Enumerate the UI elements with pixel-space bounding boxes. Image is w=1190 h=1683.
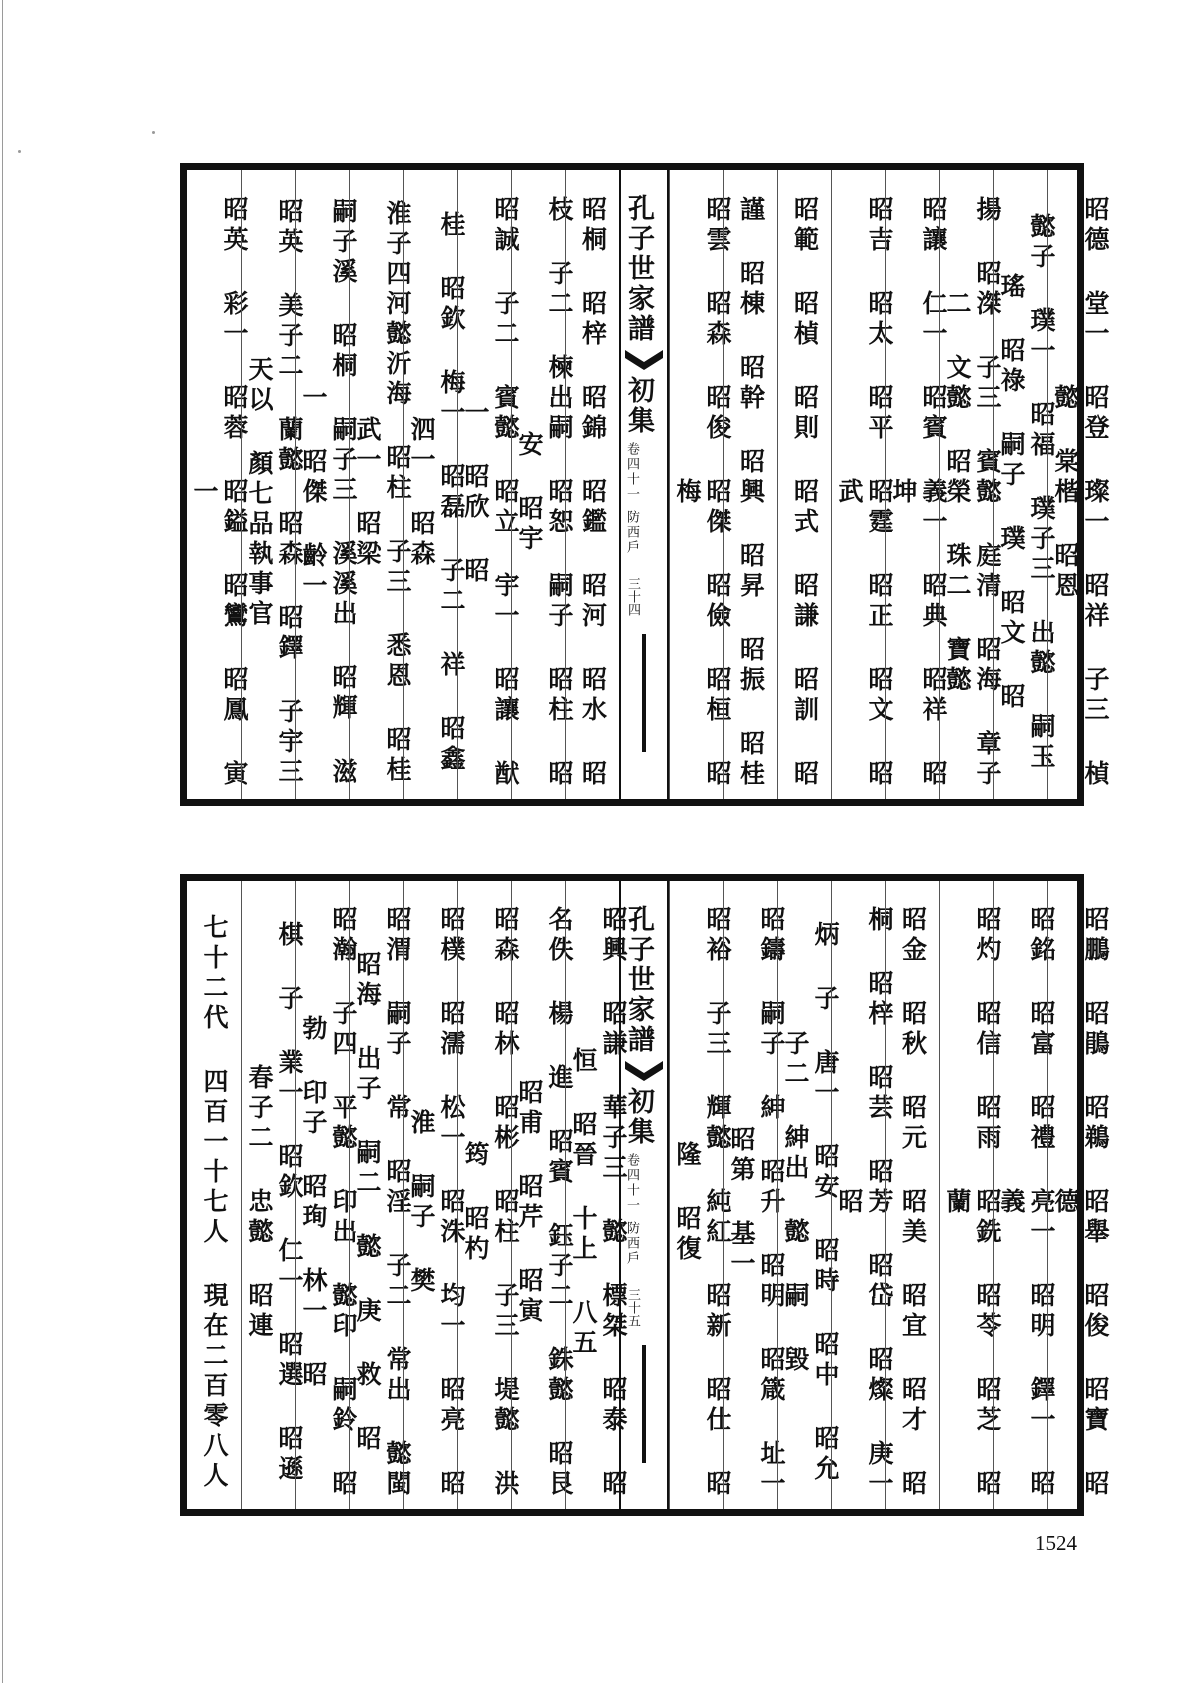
column-grid-bottom: [187, 881, 1110, 1509]
branch-label: 防西戶: [624, 1221, 639, 1266]
genealogy-entry-text: 昭金 昭秋 昭元 昭美 昭宜 昭才 昭: [898, 906, 928, 1500]
genealogy-column: [241, 881, 304, 1509]
genealogy-column: [885, 881, 939, 1509]
branch-label: 防西戶: [624, 510, 639, 555]
genealogy-column: [457, 881, 520, 1509]
genealogy-entry-text: 昭樸 昭濡 松一 昭洙 均一 昭亮 昭淮 嗣子 樊: [407, 906, 466, 1500]
page-number: 1524: [1035, 1531, 1077, 1555]
genealogy-entry-text: 枝 子二 楝出嗣 昭恕 嗣子 昭柱 昭安 昭宇: [515, 195, 574, 790]
genealogy-column: [777, 881, 840, 1509]
chevron-mark-icon: [625, 1061, 663, 1081]
genealogy-column: [565, 170, 619, 799]
genealogy-column: [723, 170, 777, 799]
genealogy-entry-text: 淮子四河懿沂海 昭柱 子三 悉恩 昭桂 武一 昭梁: [353, 199, 412, 786]
genealogy-column: [831, 881, 894, 1509]
book-title-column: [619, 881, 669, 1509]
genealogy-column: [777, 170, 831, 799]
chevron-mark-icon: [625, 350, 663, 370]
genealogy-column: [939, 170, 1002, 799]
genealogy-column: [669, 170, 732, 799]
genealogy-entry-text: 棋 子 業一 昭欽 仁一 昭選 昭遜 春子二 忠懿 昭連: [245, 921, 304, 1485]
book-title-column: [619, 170, 669, 799]
genealogy-column: [511, 881, 574, 1509]
genealogy-entry-text: 昭灼 昭信 昭雨 昭銑 昭苓 昭芝 昭蘭: [943, 906, 1002, 1500]
divider-bar: [642, 1345, 646, 1463]
folio-number: 三十五: [625, 1288, 640, 1327]
genealogy-entry-text: 昭德 堂一 昭登 璨一 昭祥 子三 楨懿 棠楷 昭恩: [1051, 195, 1110, 790]
genealogy-column: [831, 170, 894, 799]
volume-label: 初集: [623, 1087, 654, 1147]
genealogy-column: [349, 881, 412, 1509]
genealogy-entry-text: 昭瀚 子四 平懿 印出 懿印 嗣鈴 昭勃 印子 昭珣 林一 昭: [299, 906, 358, 1500]
genealogy-entry-text: 桂 昭欽 梅一 昭磊 子二 祥 昭鑫 泗一 昭森: [407, 210, 466, 775]
chapter-label: 卷四十一: [624, 442, 639, 502]
genealogy-column: [187, 170, 249, 799]
genealogy-entry-text: 昭讓 仁一 昭賓 義一 昭典 昭祥 昭坤: [889, 195, 948, 790]
chapter-label: 卷四十一: [624, 1153, 639, 1213]
genealogy-panel-bottom: [180, 874, 1110, 1516]
genealogy-entry-text: 昭銘 昭富 昭禮 亮一 昭明 鐸一 昭義: [997, 906, 1056, 1500]
genealogy-column: [565, 881, 628, 1509]
genealogy-column: [993, 881, 1056, 1509]
genealogy-column: [187, 881, 241, 1509]
genealogy-entry-text: 炳 子 唐一 昭安 昭時 昭中 昭允 子二 紳出 懿 嗣 毀: [781, 921, 840, 1485]
genealogy-column: [511, 170, 574, 799]
genealogy-entry-text: 昭吉 昭太 昭平 昭霆 昭正 昭文 昭武: [835, 195, 894, 790]
genealogy-column: [241, 170, 304, 799]
genealogy-column: [295, 881, 358, 1509]
genealogy-entry-text: 昭裕 子三 輝懿 純紅 昭新 昭仕 昭隆 昭復: [673, 906, 732, 1500]
genealogy-entry-text: 昭鵬 昭鵑 昭鵜 昭舉 昭俊 昭寶 昭德: [1051, 906, 1110, 1500]
page-edge-line: [2, 0, 3, 1683]
genealogy-entry-text: 昭桐 昭梓 昭錦 昭鑑 昭河 昭水 昭: [578, 195, 608, 790]
genealogy-column: [1047, 170, 1110, 799]
genealogy-column: [457, 170, 520, 799]
book-title: 孔子世家譜: [623, 194, 654, 344]
genealogy-column: [939, 881, 1002, 1509]
genealogy-entry-text: 昭興 昭謙 華子三 懿 標桀 昭泰 昭恒 昭晉 十上 八五: [569, 906, 628, 1500]
scan-speck: [152, 131, 155, 134]
folio-number: 三十四: [625, 577, 640, 616]
volume-label: 初集: [623, 376, 654, 436]
genealogy-column: [669, 881, 732, 1509]
genealogy-entry-text: 懿子 璞一 昭福 璞子三 出懿 嗣玉 瑤 昭祿 嗣子 璞 昭文 昭: [997, 212, 1056, 773]
genealogy-entry-text: 昭森 昭林 昭彬 昭柱 子三 堤懿 洪筠 昭杓: [461, 906, 520, 1500]
genealogy-entry-text: 揚 昭滐 子三 賓懿 庭清 昭海 章子二 文懿 昭榮 珠二 寶懿: [943, 195, 1002, 790]
genealogy-entry-text: 昭範 昭楨 昭則 昭式 昭謙 昭訓 昭: [790, 195, 820, 790]
genealogy-entry-text: 昭英 彩一 昭蓉 昭鎰 昭鸞 昭鳳 寅一: [190, 195, 249, 790]
genealogy-column: [885, 170, 948, 799]
genealogy-column: [403, 881, 466, 1509]
genealogy-entry-text: 昭英 美子二 蘭懿 昭森 昭鐸 子宇三天以 顏七品執事官: [245, 197, 304, 788]
scan-speck: [18, 150, 21, 153]
genealogy-entry-text: 昭雲 昭森 昭俊 昭傑 昭儉 昭桓 昭梅: [673, 195, 732, 790]
genealogy-entry-text: 昭渭 嗣子 常 昭淫 子二 常出 懿閩 昭海 出子 嗣二 懿 庚 救 昭: [353, 906, 412, 1500]
genealogy-column: [1047, 881, 1110, 1509]
genealogy-entry-text: 昭鑄 嗣子 紳 昭升 昭明 昭箴 址一 昭第 基一: [727, 906, 786, 1500]
genealogy-entry-text: 七十二代 四百一十七人 現在二百零八人: [200, 914, 229, 1492]
genealogy-column: [403, 170, 466, 799]
genealogy-entry-text: 謹 昭棟 昭幹 昭興 昭昇 昭振 昭桂: [736, 195, 766, 790]
genealogy-column: [295, 170, 358, 799]
column-grid-top: [187, 170, 1110, 799]
genealogy-entry-text: 嗣子溪 昭桐 嗣子三 溪溪出 昭輝 滋一 昭傑 齡一: [299, 197, 358, 788]
genealogy-entry-text: 昭誠 子二 賓懿 昭立 宇一 昭讓 猷一 昭欣 昭: [461, 195, 520, 790]
divider-bar: [642, 634, 646, 752]
genealogy-entry-text: 名佚 楊 進 昭賓 鈺子二 銖懿 昭艮 昭甫 昭芹 昭寅: [515, 906, 574, 1500]
genealogy-column: [723, 881, 786, 1509]
genealogy-column: [993, 170, 1056, 799]
genealogy-entry-text: 桐 昭梓 昭芸 昭芳 昭岱 昭燦 庚一 昭: [835, 906, 894, 1500]
genealogy-panel-top: [180, 163, 1110, 806]
genealogy-column: [349, 170, 412, 799]
book-title: 孔子世家譜: [623, 905, 654, 1055]
